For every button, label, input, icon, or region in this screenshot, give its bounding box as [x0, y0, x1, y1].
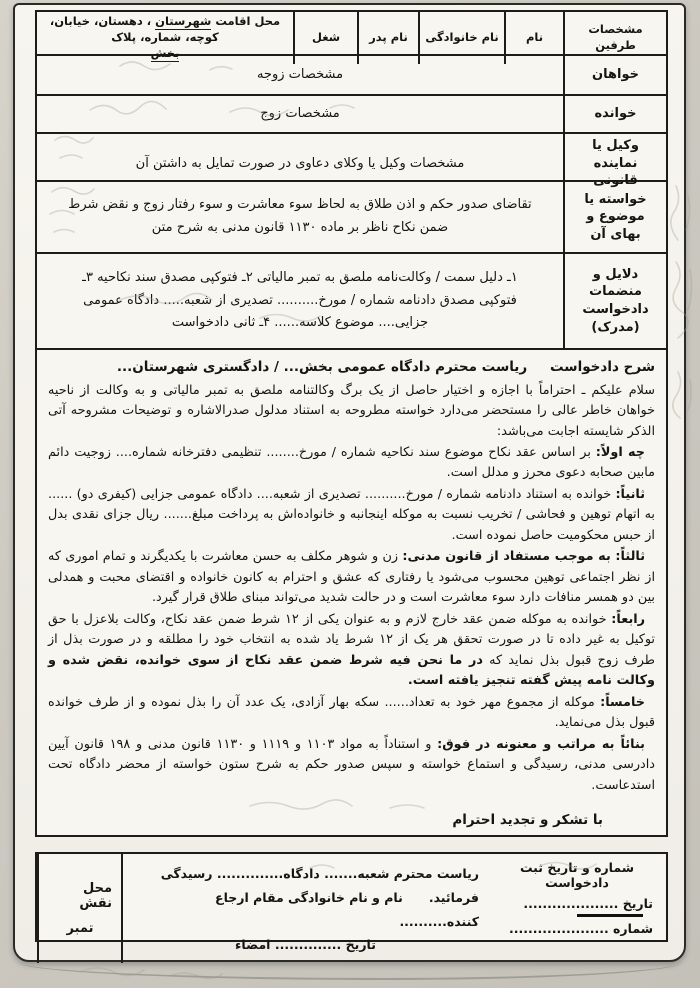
clause-4-text: خوانده به موکله ضمن عقد خارج لازم و به عنوان یکی از ۱۲ شرط ضمن عقد نکاح، وکالت بلاعزل با حق توکیل به غیر داده تا در صورت تحقق هر یک از ۱۲ شرط یاد شده به انتخاب خود را مطلقه و در صورت بذل از طرف زوج قبول بذل نماید که [48, 611, 655, 668]
plaintiff-value: مشخصات زوجه [256, 67, 344, 83]
petition-intro: سلام علیکم ـ احتراماً با اجازه و اختیار حاصل از یک برگ وکالتنامه ملصق به تمبر مالیاتی و به وکالت از ناحیه خواهان خاطر عالی را مستحضر می‌دارد خواسته مطروحه به استناد مدلول صدرالاشاره و توضیحات مشروحه آتی الذکر شایسته اجابت می‌باشد: [48, 382, 655, 439]
evidence-row [37, 252, 666, 348]
attorney-row [37, 132, 666, 189]
header-name: نام [504, 12, 563, 64]
residence-prefix: محل اقامت [211, 14, 281, 28]
evidence-value: ۱ـ دلیل سمت / وکالت‌نامه ملصق به تمبر مالیاتی ۲ـ فتوکپی مصدق سند نکاحیه ۳ـ فتوکپی مصدق دادنامه شماره / مورخ.......... تصدیری از شعبه..... دادگاه عمومی جزایی.... موضوع کلاسه...... ۴ـ ثانی دادخواست [82, 269, 518, 331]
residence-district-underlined: بخش [150, 46, 180, 61]
claim-value: تقاضای صدور حکم و اذن طلاق به لحاظ سوء معاشرت و سوء رفتار زوج و نقض شرط ضمن نکاح ناظر بر ماده ۱۱۳۰ قانون مدنی به شرح متن [68, 197, 532, 235]
header-father-name: نام پدر [357, 12, 418, 64]
stamp-cell [37, 854, 121, 963]
petition-clause-1 [48, 443, 655, 484]
attorney-label: وکیل یا نماینده قانونی [563, 134, 666, 193]
registration-date-line: تاریخ .................... [523, 896, 653, 911]
petition-conclusion [48, 735, 655, 796]
evidence-label: دلایل و منضمات دادخواست (مدرک) [563, 254, 666, 348]
parties-table [35, 10, 668, 350]
referral-line-2-start: فرمائید. [428, 889, 479, 905]
petition-closing: با تشکر و تجدید احترام [452, 811, 603, 828]
referral-line-3: تاریخ .............. امضاء [235, 937, 376, 953]
referral-line-1: ریاست محترم شعبه....... دادگاه.............. رسیدگی [160, 866, 479, 881]
registration-title: شماره و تاریخ ثبت دادخواست [519, 860, 635, 890]
clause-2-lead: ثانیاً: [615, 486, 645, 502]
plaintiff-row [37, 54, 666, 94]
plaintiff-label: خواهان [563, 56, 666, 94]
header-family-name: نام خانوادگی [418, 12, 504, 64]
clause-5-lead: خامساً: [600, 694, 645, 710]
petition-clause-2 [48, 485, 655, 546]
petition-heading-label: شرح دادخواست [550, 359, 655, 375]
petition-clause-3 [48, 547, 655, 608]
conclusion-lead: بنائاً به مراتب و معنونه در فوق: [437, 736, 645, 752]
header-parties: مشخصات طرفین [563, 12, 666, 64]
header-occupation: شغل [293, 12, 357, 64]
clause-3-lead: ثالثاً: به موجب مستفاد از قانون مدنی: [402, 549, 645, 565]
clause-5-text: موکله از مجموع مهر خود به تعداد...... سکه بهار آزادی، یک عدد آن را بذل نموده و از طرف خوانده قبول بذل می‌نماید. [48, 694, 655, 731]
petition-heading-title: ریاست محترم دادگاه عمومی بخش... / دادگستری شهرستان... [116, 359, 528, 375]
referral-line-2 [132, 886, 479, 934]
referral-line-2-rest: نام و نام خانوادگی مقام ارجاع کننده.......... [215, 889, 479, 929]
stamp-label-line-2: تمبر [66, 921, 94, 936]
residence-rest: ، دهستان، خیابان، کوچه، شماره، پلاک [49, 14, 219, 44]
defendant-label: خوانده [563, 96, 666, 132]
defendant-row [37, 94, 666, 132]
clause-4-lead: رابعاً: [611, 611, 646, 627]
petition-body [35, 348, 668, 837]
claim-label: خواسته یا موضوع و بهای آن [563, 182, 666, 252]
claim-row [37, 180, 666, 252]
residence-city-underlined: شهرستان [155, 14, 212, 28]
stamp-label-line-1: محل نقش [79, 881, 112, 911]
petition-heading [48, 357, 655, 379]
clause-1-lead: چه اولاً: [595, 445, 645, 460]
registration-divider-bar [577, 914, 643, 917]
registration-cell [488, 854, 666, 963]
clause-4-bold-tail: در ما نحن فیه شرط ضمن عقد نکاح از سوی خوانده، نقض شده و وکالت نامه پیش گفته تنجیز یافته است. [48, 652, 655, 689]
conclusion-text: و استناداً به مواد ۱۱۰۳ و ۱۱۱۹ و ۱۱۳۰ قانون مدنی و ۱۹۸ قانون آیین دادرسی مدنی، رسیدگی و استماع خواسته و سپس صدور حکم به شرح ستون خواسته از محضر دادگاه تحت استدعاست. [48, 736, 655, 793]
parties-header-row [37, 12, 666, 61]
clause-3-text: زن و شوهر مکلف به حسن معاشرت با یکدیگرند و تمام اموری که از نظر اجتماعی توهین محسوب می‌شود یا رفتاری که عشق و احترام به کانون خانواده و اقتضای محبت و همدلی بین دو همسر منافات دارد سوء معاشرت است و در حالت شدید می‌تواند مبنای طلاق قرار گیرد. [48, 549, 655, 606]
petition-clause-4 [48, 610, 655, 692]
clause-1-text: بر اساس عقد نکاح موضوع سند نکاحیه شماره / مورخ........ تنظیمی دفترخانه شماره.... زوجیت دائم مابین صحابه دعوی محرز و مدلل است. [48, 445, 655, 481]
petition-clause-5 [48, 693, 655, 734]
registration-number-line: شماره ..................... [508, 921, 653, 936]
footer-table [35, 852, 668, 953]
defendant-value: مشخصات زوج [260, 106, 340, 122]
attorney-value: مشخصات وکیل یا وکلای دعاوی در صورت تمایل به داشتن آن [135, 155, 465, 171]
referral-cell [121, 854, 488, 963]
clause-2-text: خوانده به استناد دادنامه شماره / مورخ.......... تصدیری از شعبه.... دادگاه عمومی جزایی (کیفری دو) ...... به اتهام توهین و فحاشی / تخریب نسبت به موکله اینجانبه و خانواده‌اش به پرداخت مبلغ....... ریال جزای نقدی بدل از حبس محکومیت حاصل نموده است. [48, 486, 655, 543]
